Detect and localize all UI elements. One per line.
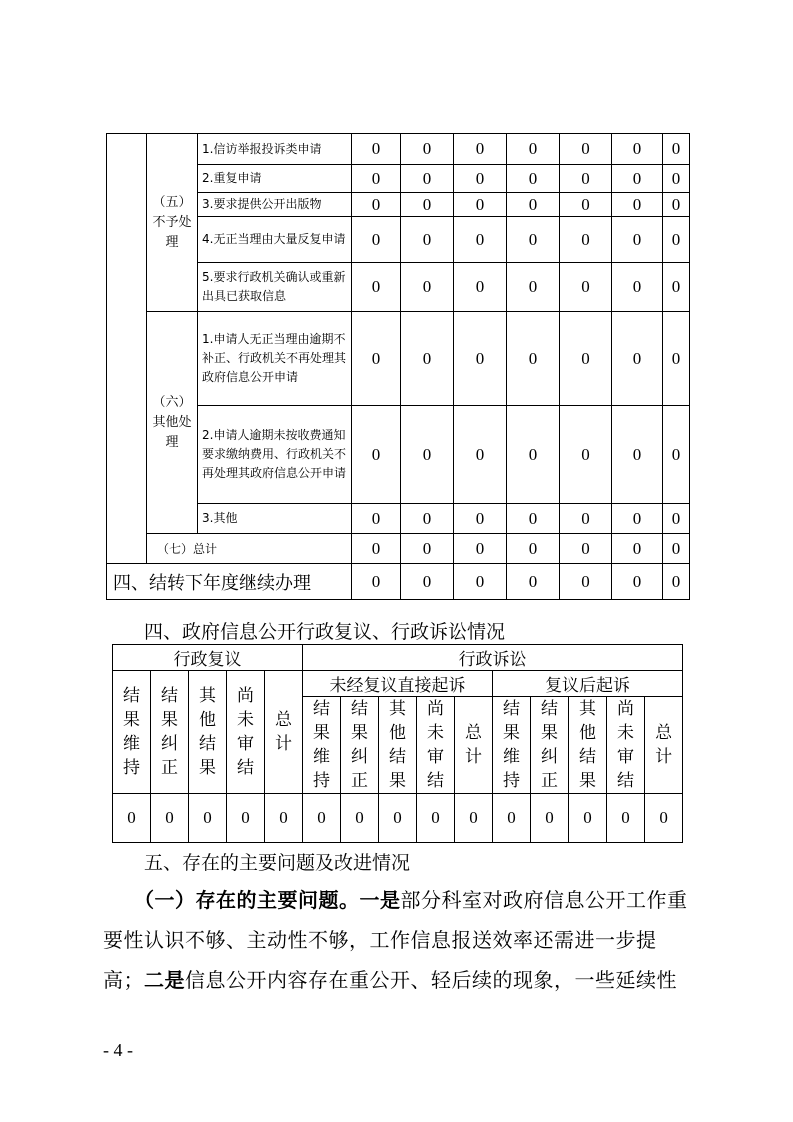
value-cell: 0 [455,794,493,843]
page-number: - 4 - [103,1040,133,1060]
value-cell: 0 [151,794,189,843]
value-cell: 0 [352,134,401,165]
value-cell: 0 [352,564,401,600]
value-cell: 0 [663,406,690,504]
para-bold-3: 二是 [144,968,185,992]
value-cell: 0 [507,217,560,263]
col-header: 结 果 纠 正 [341,697,379,794]
value-cell: 0 [612,406,663,504]
col-header: 结 果 维 持 [493,697,531,794]
col-header: 总 计 [455,697,493,794]
col-header: 总 计 [265,671,303,794]
value-cell: 0 [401,217,454,263]
request-handling-table [106,133,690,600]
value-cell: 0 [507,564,560,600]
value-cell: 0 [612,165,663,193]
col-header: 结 果 纠 正 [151,671,189,794]
section5-heading: 五、存在的主要问题及改进情况 [144,852,411,874]
value-cell: 0 [560,312,612,406]
value-cell: 0 [454,534,507,564]
value-cell: 0 [612,134,663,165]
value-cell: 0 [663,134,690,165]
para-text-2: 信息公开内容存在重公开、轻后续的现象，一些延续性 [185,968,677,992]
row-label: 4.无正当理由大量反复申请 [198,217,352,263]
row-label: 2.重复申请 [198,165,352,193]
value-cell: 0 [560,534,612,564]
value-cell: 0 [401,504,454,534]
col-header: 结 果 维 持 [303,697,341,794]
value-cell: 0 [401,534,454,564]
value-cell: 0 [352,263,401,312]
value-cell: 0 [507,312,560,406]
value-cell: 0 [454,193,507,217]
direct-suit-header: 未经复议直接起诉 [303,671,493,697]
value-cell: 0 [612,534,663,564]
value-cell: 0 [454,564,507,600]
value-cell: 0 [507,165,560,193]
col-header: 结 果 纠 正 [531,697,569,794]
col-header: 结 果 维 持 [113,671,151,794]
value-cell: 0 [189,794,227,843]
value-cell: 0 [560,406,612,504]
col-header: 其 他 结 果 [379,697,417,794]
value-cell: 0 [612,312,663,406]
value-cell: 0 [401,312,454,406]
value-cell: 0 [352,406,401,504]
value-cell: 0 [663,564,690,600]
value-cell: 0 [454,165,507,193]
value-cell: 0 [569,794,607,843]
value-cell: 0 [113,794,151,843]
row-label: 3.其他 [198,504,352,534]
row-label: 5.要求行政机关确认或重新出具已获取信息 [198,263,352,312]
value-cell: 0 [352,504,401,534]
value-cell: 0 [663,534,690,564]
value-cell: 0 [663,217,690,263]
total-row [107,534,690,564]
value-cell: 0 [507,406,560,504]
value-cell: 0 [507,134,560,165]
problems-paragraph [103,880,693,1000]
value-cell: 0 [352,217,401,263]
value-cell: 0 [612,263,663,312]
review-header: 行政复议 [113,645,303,671]
value-cell: 0 [663,193,690,217]
litigation-header: 行政诉讼 [303,645,683,671]
value-cell: 0 [454,504,507,534]
table-row [107,312,690,406]
value-cell: 0 [401,406,454,504]
value-cell: 0 [560,263,612,312]
value-cell: 0 [612,504,663,534]
col-header: 其 他 结 果 [189,671,227,794]
value-cell: 0 [507,534,560,564]
value-cell: 0 [612,217,663,263]
value-cell: 0 [607,794,645,843]
value-cell: 0 [560,564,612,600]
col-header: 尚 未 审 结 [607,697,645,794]
value-cell: 0 [454,217,507,263]
value-cell: 0 [612,193,663,217]
value-cell: 0 [454,263,507,312]
value-cell: 0 [507,263,560,312]
col-header: 尚 未 审 结 [227,671,265,794]
row-label: 1.申请人无正当理由逾期不补正、行政机关不再处理其政府信息公开申请 [198,312,352,406]
value-cell: 0 [401,564,454,600]
value-cell: 0 [352,312,401,406]
value-cell: 0 [663,165,690,193]
col-header: 总 计 [645,697,683,794]
value-cell: 0 [352,193,401,217]
value-cell: 0 [663,263,690,312]
review-litigation-table [112,644,683,843]
value-cell: 0 [493,794,531,843]
value-cell: 0 [417,794,455,843]
value-cell: 0 [454,312,507,406]
carry-row [107,564,690,600]
group6-label: （六）其他处理 [147,312,198,534]
value-cell: 0 [663,312,690,406]
value-cell: 0 [645,794,683,843]
section4-heading: 四、政府信息公开行政复议、行政诉讼情况 [144,621,506,643]
value-cell: 0 [352,165,401,193]
value-cell: 0 [507,504,560,534]
total-label: （七）总计 [147,534,352,564]
value-cell: 0 [401,263,454,312]
value-cell: 0 [401,165,454,193]
para-bold-2: 一是 [359,888,401,912]
value-cell: 0 [560,217,612,263]
value-cell: 0 [560,504,612,534]
value-cell: 0 [560,165,612,193]
value-cell: 0 [401,193,454,217]
value-cell: 0 [663,504,690,534]
col-header: 其 他 结 果 [569,697,607,794]
group5-label: （五）不予处理 [147,134,198,312]
value-cell: 0 [303,794,341,843]
value-cell: 0 [560,134,612,165]
after-review-header: 复议后起诉 [493,671,683,697]
value-cell: 0 [341,794,379,843]
row-label: 3.要求提供公开出版物 [198,193,352,217]
col-header: 尚 未 审 结 [417,697,455,794]
value-row [113,794,683,843]
value-cell: 0 [379,794,417,843]
carry-label: 四、结转下年度继续办理 [107,564,352,600]
row-label: 2.申请人逾期未按收费通知要求缴纳费用、行政机关不再处理其政府信息公开申请 [198,406,352,504]
value-cell: 0 [560,193,612,217]
value-cell: 0 [531,794,569,843]
para-bold-1: （一）存在的主要问题。 [134,888,360,912]
value-cell: 0 [454,406,507,504]
value-cell: 0 [454,134,507,165]
value-cell: 0 [507,193,560,217]
para-text-1: 部分科室对政府信息公开工作重要性认识不够、主动性不够，工作信息报送效率还需进一步提高； [103,888,688,992]
row-label: 1.信访举报投诉类申请 [198,134,352,165]
table-row [107,134,690,165]
value-cell: 0 [401,134,454,165]
value-cell: 0 [352,534,401,564]
outer-group-cell [107,134,147,564]
value-cell: 0 [612,564,663,600]
value-cell: 0 [265,794,303,843]
value-cell: 0 [227,794,265,843]
